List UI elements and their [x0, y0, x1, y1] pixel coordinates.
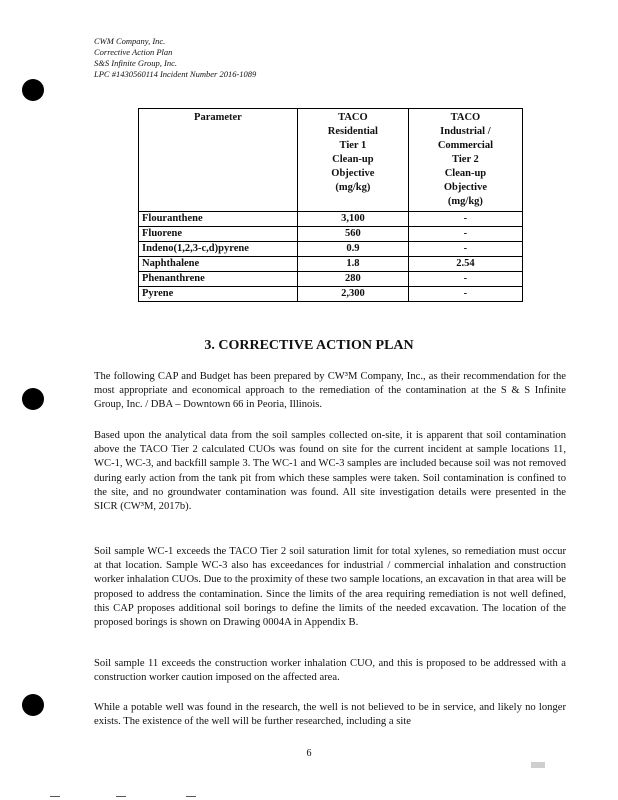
paragraph-soil-sample-11: Soil sample 11 exceeds the construction worker inhalation CUO, and this is proposed to be addressed with a construction worker caution imposed on the affected area. [94, 658, 566, 684]
industrial-value: - [408, 272, 522, 287]
parameter-name: Flouranthene [139, 212, 298, 227]
punch-hole-bottom [22, 694, 44, 716]
residential-value: 0.9 [297, 242, 408, 257]
table-row [139, 242, 523, 257]
header-industrial-tier2: TACO Industrial / Commercial Tier 2 Clean-up Objective (mg/kg) [408, 109, 522, 212]
header-incident: LPC #1430560114 Incident Number 2016-1089 [94, 69, 257, 79]
table-row [139, 212, 523, 227]
paragraph-analytical-data: Based upon the analytical data from the soil samples collected on-site, it is apparent that soil contamination above the TACO Tier 2 calculated CUOs was found on site for the current incident at sample locations 11, WC-1, WC-3, and backfill sample 3. The WC-1 and WC-3 samples are included because soil was not removed during early action from the tank pit from which these samples were taken. Soil contamination is confined to the site, and no groundwater contamination was found. All site investigation details were presented in the SICR (CW³M, 2017b). [94, 430, 566, 513]
scan-artifact-line [50, 796, 60, 797]
document-header [94, 36, 256, 80]
header-company: CWM Company, Inc. [94, 36, 166, 46]
header-doc-type: Corrective Action Plan [94, 47, 173, 57]
punch-hole-middle [22, 388, 44, 410]
residential-value: 2,300 [297, 287, 408, 302]
industrial-value: - [408, 242, 522, 257]
scan-artifact-line [186, 796, 196, 797]
section-title: 3. CORRECTIVE ACTION PLAN [204, 338, 414, 353]
industrial-value: 2.54 [408, 257, 522, 272]
table-row [139, 257, 523, 272]
paragraph-intro: The following CAP and Budget has been prepared by CW³M Company, Inc., as their recommendation for the most appropriate and economical approach to the remediation of the contamination at the S & S Infinite Group, Inc. / DBA – Downtown 66 in Peoria, Illinois. [94, 371, 566, 411]
parameter-name: Indeno(1,2,3-c,d)pyrene [139, 242, 298, 257]
parameter-name: Phenanthrene [139, 272, 298, 287]
paragraph-potable-well: While a potable well was found in the research, the well is not believed to be in service, and likely no longer exists. The existence of the well will be further researched, including a site [94, 702, 566, 728]
industrial-value: - [408, 227, 522, 242]
cleanup-objectives-table [138, 108, 523, 302]
parameter-name: Naphthalene [139, 257, 298, 272]
industrial-value: - [408, 287, 522, 302]
header-client: S&S Infinite Group, Inc. [94, 58, 178, 68]
scan-artifact-line [116, 796, 126, 797]
scan-mark [531, 762, 545, 768]
residential-value: 280 [297, 272, 408, 287]
table-row [139, 227, 523, 242]
residential-value: 560 [297, 227, 408, 242]
residential-value: 1.8 [297, 257, 408, 272]
header-residential-tier1: TACO Residential Tier 1 Clean-up Objective (mg/kg) [297, 109, 408, 212]
punch-hole-top [22, 79, 44, 101]
table-header-row [139, 109, 523, 212]
header-parameter: Parameter [139, 109, 298, 212]
parameter-name: Fluorene [139, 227, 298, 242]
residential-value: 3,100 [297, 212, 408, 227]
page-number: 6 [306, 748, 312, 759]
paragraph-soil-sample-wc1: Soil sample WC-1 exceeds the TACO Tier 2 soil saturation limit for total xylenes, so remediation must occur at that location. Sample WC-3 also has exceedances for industrial / commercial inhalation and construction worker inhalation CUOs. Due to the proximity of these two sample locations, an excavation in that area will be proposed to address the contamination. Since the limits of the area requiring remediation is not well defined, this CAP proposes additional soil borings to define the limits of the needed excavation. The location of the proposed borings is shown on Drawing 0004A in Appendix B. [94, 546, 566, 629]
parameter-name: Pyrene [139, 287, 298, 302]
table-row [139, 272, 523, 287]
industrial-value: - [408, 212, 522, 227]
table-row [139, 287, 523, 302]
